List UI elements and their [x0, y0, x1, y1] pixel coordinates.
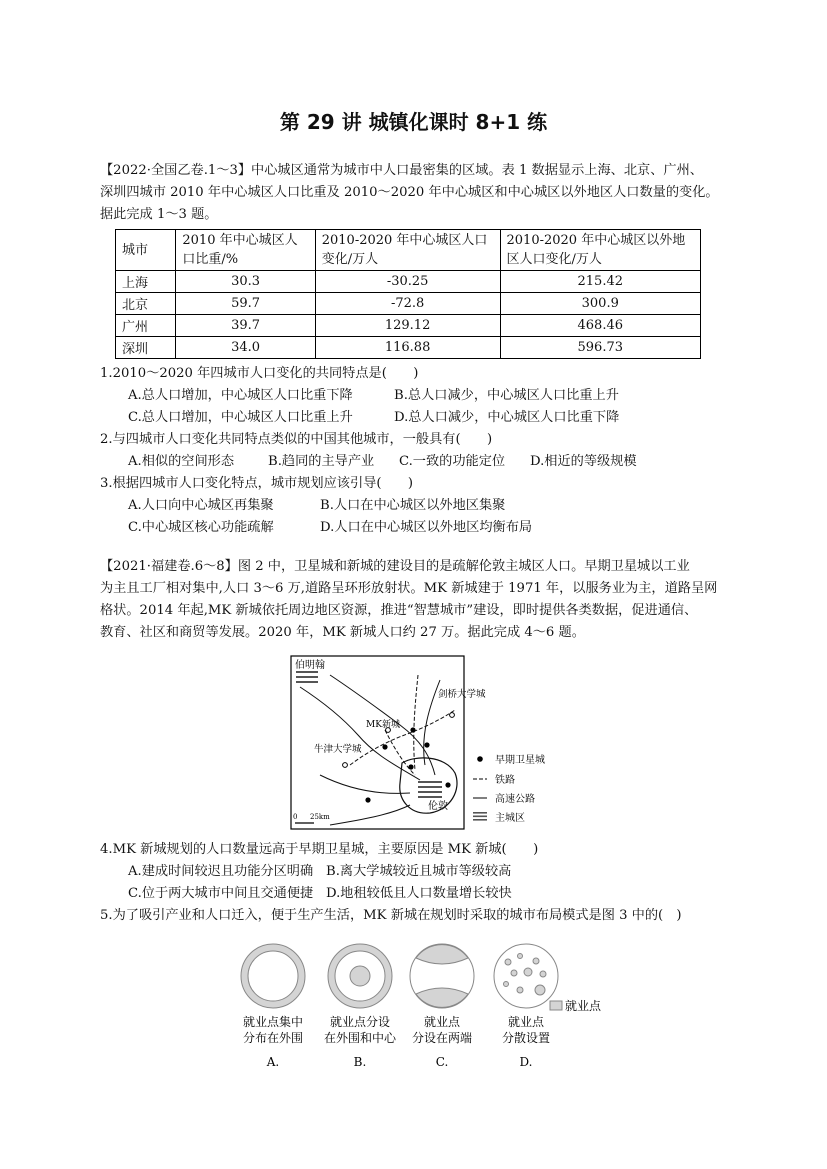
- option-c[interactable]: C.一致的功能定位: [399, 454, 506, 469]
- table-header-row: [116, 230, 701, 271]
- option-d[interactable]: D.相近的等级规模: [530, 454, 637, 469]
- table-cell: 39.7: [176, 315, 315, 337]
- question-stem: 3.根据四城市人口变化特点，城市规划应该引导( ): [100, 476, 413, 491]
- question-stem: 4.MK 新城规划的人口数量远高于早期卫星城，主要原因是 MK 新城( ): [100, 842, 539, 857]
- legend-satellite-icon: [477, 756, 483, 762]
- option-line: [100, 517, 740, 539]
- intro-line: 为主且工厂相对集中,人口 3～6 万,道路呈环形放射状。MK 新城建于 1971 年，以服务业为主，道路呈网: [100, 581, 718, 596]
- mode-b[interactable]: [324, 944, 397, 1069]
- question-3: [100, 473, 740, 539]
- table-cell: 59.7: [176, 293, 315, 315]
- mode-d[interactable]: [494, 944, 558, 1069]
- table-header: 2010-2020 年中心城区以外地区人口变化/万人: [500, 230, 701, 271]
- option-d[interactable]: D.人口在中心城区以外地区均衡布局: [320, 520, 533, 535]
- question-5: [100, 905, 740, 927]
- mode-letter: C.: [435, 1055, 449, 1069]
- legend-employment-label: 就业点: [565, 999, 602, 1013]
- satellite-town-dot: [365, 797, 370, 802]
- table-row: [116, 293, 701, 315]
- mode-caption: 在外围和中心: [323, 1031, 397, 1045]
- option-b[interactable]: B.趋同的主导产业: [268, 454, 375, 469]
- intro-line: 深圳四城市 2010 年中心城区人口比重及 2010～2020 年中心城区和中心城区以外地区人口数量的变化。: [100, 185, 719, 200]
- table-cell: 300.9: [500, 293, 701, 315]
- table-row: [116, 271, 701, 293]
- table-cell: 34.0: [176, 337, 315, 359]
- table-row: [116, 337, 701, 359]
- london-map-figure: [290, 655, 565, 831]
- option-line: [100, 451, 740, 473]
- bedford-urban-area: [296, 671, 318, 683]
- mode-caption: 就业点集中: [242, 1015, 304, 1029]
- option-c[interactable]: C.位于两大城市中间且交通便捷: [128, 886, 314, 901]
- bedford-label: 伯明翰: [295, 660, 325, 671]
- option-a[interactable]: A.相似的空间形态: [128, 454, 235, 469]
- question-4: [100, 839, 740, 905]
- satellite-town-dot: [410, 727, 415, 732]
- table-header: 2010 年中心城区人口比重/%: [176, 230, 315, 271]
- option-a[interactable]: A.总人口增加，中心城区人口比重下降: [128, 388, 353, 403]
- intro-line: 格状。2014 年起,MK 新城依托周边地区资源，推进“智慧城市”建设，即时提供各类数据，促进通信、: [100, 603, 698, 618]
- legend-railway-label: 铁路: [495, 775, 515, 786]
- mode-caption: 就业点: [507, 1015, 545, 1029]
- satellite-town-dot: [408, 764, 413, 769]
- oxford-marker: [343, 763, 348, 768]
- table-cell: 30.3: [176, 271, 315, 293]
- cambridge-marker: [450, 713, 455, 718]
- city-layout-modes-figure: [230, 938, 650, 1073]
- satellite-town-dot: [424, 742, 429, 747]
- option-b[interactable]: B.离大学城较近且城市等级较高: [326, 864, 512, 879]
- satellite-town-dot: [382, 744, 387, 749]
- table-cell: 129.12: [315, 315, 500, 337]
- option-d[interactable]: D.总人口减少，中心城区人口比重下降: [394, 410, 620, 425]
- scale-zero-label: 0: [293, 813, 298, 821]
- option-line: [100, 495, 740, 517]
- option-a[interactable]: A.建成时间较迟且功能分区明确: [128, 864, 314, 879]
- option-b[interactable]: B.人口在中心城区以外地区集聚: [320, 498, 506, 513]
- question-stem: 2.与四城市人口变化共同特点类似的中国其他城市，一般具有( ): [100, 432, 493, 447]
- table-cell: 468.46: [500, 315, 701, 337]
- mode-caption: 分布在外围: [242, 1031, 304, 1045]
- option-line: [100, 883, 740, 905]
- intro-line: 【2022·全国乙卷.1～3】中心城区通常为城市中人口最密集的区域。表 1 数据显示上海、北京、广州、: [100, 163, 703, 178]
- question-1: [100, 363, 740, 429]
- legend-urban-icon: [473, 812, 487, 821]
- mk-label: MK新城: [366, 720, 400, 730]
- question-2: [100, 429, 740, 473]
- question-stem: 1.2010～2020 年四城市人口变化的共同特点是( ): [100, 366, 419, 381]
- mode-caption: 分设在两端: [411, 1031, 473, 1045]
- option-line: [100, 385, 740, 407]
- table-header: 城市: [116, 230, 176, 271]
- table-cell: 深圳: [116, 337, 176, 359]
- london-label: 伦敦: [428, 801, 448, 812]
- satellite-town-dot: [445, 782, 450, 787]
- table-cell: 215.42: [500, 271, 701, 293]
- mode-c[interactable]: [410, 944, 474, 1069]
- table-cell: 上海: [116, 271, 176, 293]
- intro-line: 教育、社区和商贸等发展。2020 年，MK 新城人口约 27 万。据此完成 4～6 题。: [100, 625, 585, 640]
- mode-letter: D.: [519, 1055, 533, 1069]
- table-cell: 116.88: [315, 337, 500, 359]
- oxford-label: 牛津大学城: [314, 744, 362, 755]
- mode-caption: 就业点: [423, 1015, 461, 1029]
- cambridge-label: 剑桥大学城: [438, 689, 486, 700]
- intro-paragraph-1: [100, 160, 730, 226]
- option-line: [100, 861, 740, 883]
- option-c[interactable]: C.总人口增加，中心城区人口比重上升: [128, 410, 353, 425]
- mode-caption: 就业点分设: [329, 1015, 391, 1029]
- legend-employment-icon: [550, 1001, 562, 1010]
- mode-caption: 分散设置: [501, 1031, 551, 1045]
- option-a[interactable]: A.人口向中心城区再集聚: [128, 498, 274, 513]
- table-cell: 596.73: [500, 337, 701, 359]
- scale-label: 25km: [310, 813, 330, 821]
- legend-highway-label: 高速公路: [495, 794, 535, 805]
- table-header: 2010-2020 年中心城区人口变化/万人: [315, 230, 500, 271]
- option-d[interactable]: D.地租较低且人口数量增长较快: [326, 886, 512, 901]
- question-stem: 5.为了吸引产业和人口迁入，便于生产生活，MK 新城在规划时采取的城市布局模式是图 3 中的( ): [100, 908, 682, 923]
- table-cell: 北京: [116, 293, 176, 315]
- table-cell: -30.25: [315, 271, 500, 293]
- intro-line: 【2021·福建卷.6～8】图 2 中，卫星城和新城的建设目的是疏解伦敦主城区人口。早期卫星城以工业: [100, 559, 690, 574]
- page-title: 第 29 讲 城镇化课时 8+1 练: [279, 110, 548, 134]
- option-c[interactable]: C.中心城区核心功能疏解: [128, 520, 274, 535]
- table-row: [116, 315, 701, 337]
- population-table: [115, 229, 701, 359]
- intro-paragraph-2: [100, 556, 730, 644]
- option-b[interactable]: B.总人口减少，中心城区人口比重上升: [394, 388, 619, 403]
- mode-a[interactable]: [241, 944, 305, 1069]
- table-cell: -72.8: [315, 293, 500, 315]
- intro-line: 据此完成 1～3 题。: [100, 207, 218, 222]
- table-cell: 广州: [116, 315, 176, 337]
- option-line: [100, 407, 740, 429]
- mode-letter: B.: [353, 1055, 367, 1069]
- legend-urban-label: 主城区: [495, 813, 525, 824]
- legend-satellite-label: 早期卫星城: [495, 755, 545, 766]
- mode-letter: A.: [266, 1055, 280, 1069]
